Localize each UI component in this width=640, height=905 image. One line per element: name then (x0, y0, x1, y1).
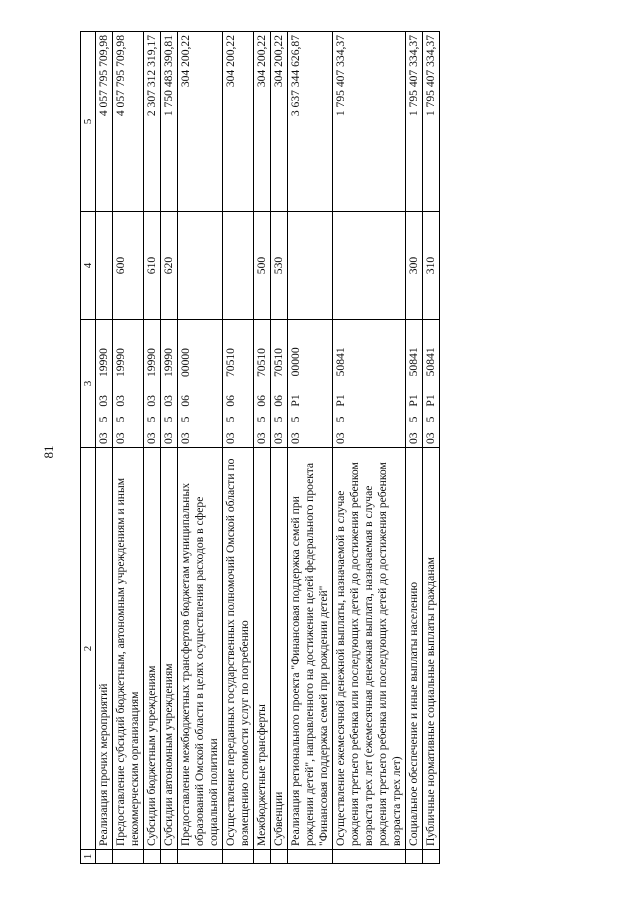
code-part: 5 (97, 416, 110, 423)
rotated-table-container (80, 32, 510, 864)
code-part: 03 (114, 395, 127, 407)
code-part: P1 (424, 394, 437, 407)
code-number: 19990 (145, 348, 158, 378)
code-wrap (145, 323, 159, 444)
code-part: 06 (255, 395, 268, 407)
header-col-1: 1 (81, 850, 96, 864)
row-code (144, 320, 161, 448)
table-row (96, 32, 113, 864)
row-name: Субсидии автономным учреждениям (161, 448, 178, 850)
code-wrap (179, 323, 193, 444)
header-col-2: 2 (81, 448, 96, 850)
code-wrap (114, 323, 128, 444)
row-empty-cell (333, 850, 406, 864)
code-number: 70510 (255, 348, 268, 378)
row-code (223, 320, 254, 448)
code-number: 50841 (334, 347, 347, 377)
row-vr: 500 (254, 212, 271, 320)
table-row (288, 32, 333, 864)
row-empty-cell (254, 850, 271, 864)
code-number: 50841 (424, 347, 437, 377)
row-vr (333, 212, 406, 320)
code-wrap (407, 323, 421, 444)
code-number: 19990 (97, 348, 110, 378)
code-wrap (334, 323, 348, 444)
code-part: 03 (334, 432, 347, 444)
table-row (333, 32, 406, 864)
code-part: 5 (224, 416, 237, 423)
row-amount: 2 307 312 319,17 (144, 32, 161, 212)
row-vr: 310 (423, 212, 440, 320)
code-part: 5 (179, 416, 192, 423)
code-part: 5 (114, 416, 127, 423)
code-part: 5 (289, 416, 302, 423)
row-amount: 304 200,22 (178, 32, 223, 212)
code-part: 5 (162, 416, 175, 423)
code-wrap (224, 323, 238, 444)
row-amount: 304 200,22 (271, 32, 288, 212)
code-number: 50841 (407, 347, 420, 377)
code-wrap (97, 323, 111, 444)
row-vr: 600 (113, 212, 144, 320)
code-part: P1 (334, 394, 347, 407)
code-part: 03 (162, 395, 175, 407)
row-amount: 1 795 407 334,37 (333, 32, 406, 212)
table-row (161, 32, 178, 864)
row-vr (96, 212, 113, 320)
code-number: 70510 (272, 348, 285, 378)
code-number: 70510 (224, 348, 237, 378)
row-amount: 3 637 344 626,87 (288, 32, 333, 212)
code-part: P1 (407, 394, 420, 407)
code-part: 03 (272, 432, 285, 444)
row-vr: 300 (406, 212, 423, 320)
code-part: 03 (97, 395, 110, 407)
header-row (81, 32, 96, 864)
code-part: 03 (114, 432, 127, 444)
row-code (423, 320, 440, 448)
row-empty-cell (271, 850, 288, 864)
row-amount: 4 057 795 709,98 (113, 32, 144, 212)
table-row (178, 32, 223, 864)
code-part: 06 (224, 395, 237, 407)
row-amount: 304 200,22 (254, 32, 271, 212)
code-part: 5 (255, 416, 268, 423)
code-part: 03 (289, 432, 302, 444)
row-code (406, 320, 423, 448)
row-empty-cell (223, 850, 254, 864)
row-name: Субвенции (271, 448, 288, 850)
row-amount: 4 057 795 709,98 (96, 32, 113, 212)
code-wrap (272, 323, 286, 444)
code-part: 03 (145, 395, 158, 407)
row-code (96, 320, 113, 448)
code-wrap (289, 323, 303, 444)
row-name: Социальное обеспечение и иные выплаты населению (406, 448, 423, 850)
row-name: Реализация регионального проекта "Финансовая поддержка семей при рождении детей", направленного на достижение целей федерального проекта "Финансовая поддержка семей при рождении детей" (288, 448, 333, 850)
row-vr: 610 (144, 212, 161, 320)
row-amount: 304 200,22 (223, 32, 254, 212)
row-code (254, 320, 271, 448)
code-part: 5 (424, 416, 437, 423)
row-code (333, 320, 406, 448)
row-vr (288, 212, 333, 320)
header-col-4: 4 (81, 212, 96, 320)
code-number: 19990 (162, 348, 175, 378)
table-row (223, 32, 254, 864)
code-part: 03 (179, 432, 192, 444)
row-name: Осуществление переданных государственных полномочий Омской области по возмещению стоимости услуг по погребению (223, 448, 254, 850)
code-part: 06 (179, 395, 192, 407)
row-name: Межбюджетные трансферты (254, 448, 271, 850)
row-vr: 530 (271, 212, 288, 320)
row-amount: 1 795 407 334,37 (406, 32, 423, 212)
row-vr (178, 212, 223, 320)
row-amount: 1 795 407 334,37 (423, 32, 440, 212)
table-row (144, 32, 161, 864)
row-name: Субсидии бюджетным учреждениям (144, 448, 161, 850)
row-vr (223, 212, 254, 320)
table-row (254, 32, 271, 864)
row-empty-cell (288, 850, 333, 864)
row-code (113, 320, 144, 448)
code-part: 5 (334, 416, 347, 423)
code-part: 03 (424, 432, 437, 444)
row-amount: 1 750 483 390,81 (161, 32, 178, 212)
row-code (288, 320, 333, 448)
row-empty-cell (113, 850, 144, 864)
code-part: 03 (162, 432, 175, 444)
code-part: 5 (145, 416, 158, 423)
row-vr: 620 (161, 212, 178, 320)
code-part: 03 (145, 432, 158, 444)
table-row (113, 32, 144, 864)
code-part: 5 (272, 416, 285, 423)
code-number: 19990 (114, 348, 127, 378)
code-part: 5 (407, 416, 420, 423)
row-name: Осуществление ежемесячной денежной выплаты, назначаемой в случае рождения третьего ребенка или последующих детей до достижения ребенком возраста трех лет (ежемесячная денежная выплата, назначаемая в случае рождения третьего ребенка или последующих детей до достижения ребенком возраста трех лет) (333, 448, 406, 850)
code-wrap (424, 323, 438, 444)
code-part: 03 (97, 432, 110, 444)
code-part: 03 (255, 432, 268, 444)
row-name: Предоставление межбюджетных трансфертов бюджетам муниципальных образований Омской области в целях осуществления расходов в сфере социальной политики (178, 448, 223, 850)
row-name: Публичные нормативные социальные выплаты гражданам (423, 448, 440, 850)
code-wrap (162, 323, 176, 444)
row-name: Реализация прочих мероприятий (96, 448, 113, 850)
row-empty-cell (161, 850, 178, 864)
row-code (178, 320, 223, 448)
header-col-3: 3 (81, 320, 96, 448)
code-number: 00000 (289, 347, 302, 377)
code-part: 03 (224, 432, 237, 444)
row-empty-cell (406, 850, 423, 864)
header-col-5: 5 (81, 32, 96, 212)
table-row (423, 32, 440, 864)
code-part: P1 (289, 394, 302, 407)
code-part: 06 (272, 395, 285, 407)
row-empty-cell (423, 850, 440, 864)
code-part: 03 (407, 432, 420, 444)
row-empty-cell (96, 850, 113, 864)
row-code (161, 320, 178, 448)
table-row (406, 32, 423, 864)
page-number: 81 (41, 445, 56, 459)
row-empty-cell (144, 850, 161, 864)
row-empty-cell (178, 850, 223, 864)
code-wrap (255, 323, 269, 444)
row-code (271, 320, 288, 448)
table-row (271, 32, 288, 864)
code-number: 00000 (179, 348, 192, 378)
budget-table (80, 31, 440, 864)
row-name: Предоставление субсидий бюджетным, автономным учреждениям и иным некоммерческим организациям (113, 448, 144, 850)
